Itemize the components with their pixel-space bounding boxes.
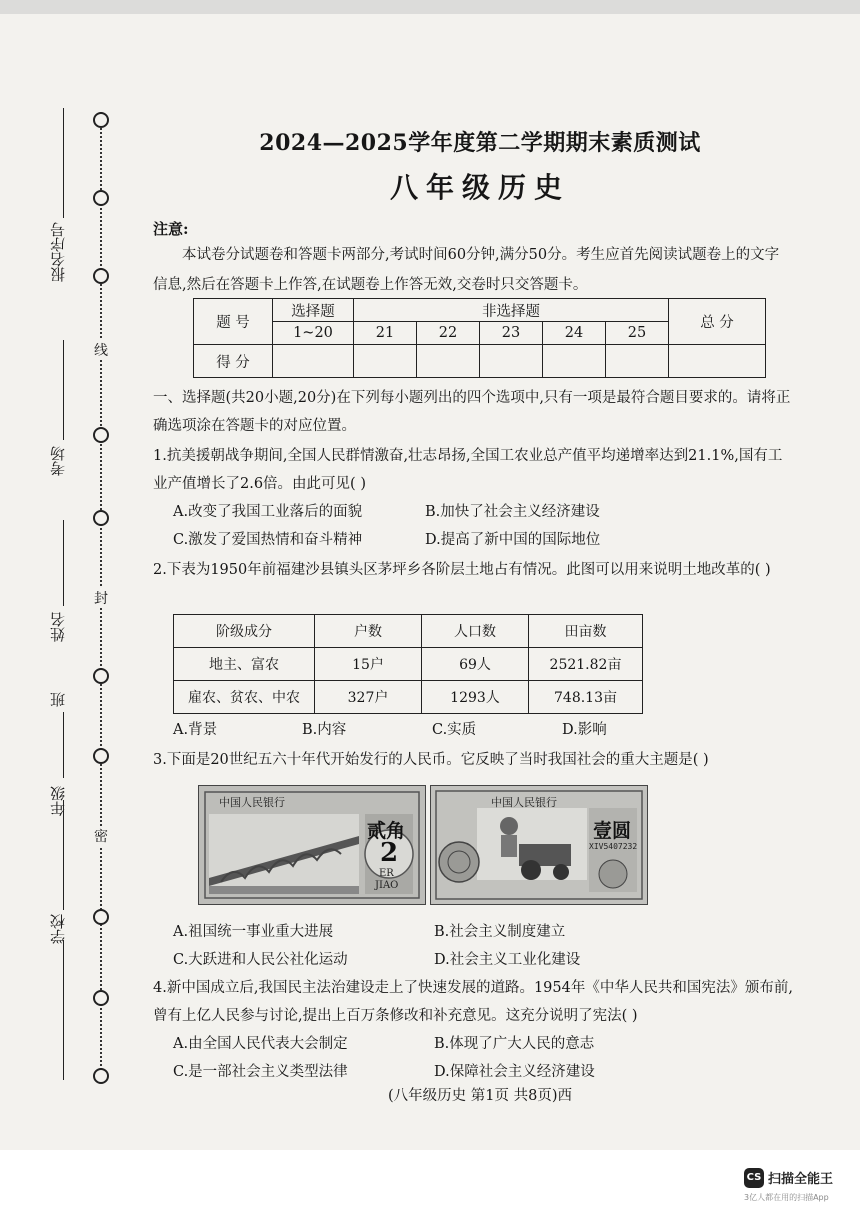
binding-hole-icon xyxy=(93,510,109,526)
q2-option-c: C.实质 xyxy=(432,722,477,738)
fill-line-name xyxy=(63,520,64,606)
label-school: 学校 xyxy=(49,914,67,944)
note1-latin-1: ER xyxy=(379,868,394,879)
q4-option-b: B.体现了广大人民的意志 xyxy=(434,1036,595,1052)
table-header-cell: 户数 xyxy=(315,615,422,648)
fill-line-exam-room xyxy=(63,340,64,440)
table-cell: 雇农、贫农、中农 xyxy=(174,681,315,714)
notice-text: 本试卷分试题卷和答题卡两部分,考试时间60分钟,满分50分。考生应首先阅读试题卷上的文字信息,然后在答题卡上作答,在试题卷上作答无效,交卷时只交答题卡。 xyxy=(153,247,780,293)
binding-hole-icon xyxy=(93,427,109,443)
seal-char-seal: 封 xyxy=(92,588,110,608)
note1-latin-2: JIAO xyxy=(375,880,399,891)
table-cell: 748.13亩 xyxy=(529,681,643,714)
binding-hole-icon xyxy=(93,990,109,1006)
table-cell: 2521.82亩 xyxy=(529,648,643,681)
fill-line-grade xyxy=(63,800,64,910)
q4-option-d: D.保障社会主义经济建设 xyxy=(434,1064,595,1080)
note2-denomination: 壹圆 xyxy=(593,820,632,842)
one-yuan-banknote-image xyxy=(430,785,648,905)
binding-hole-icon xyxy=(93,190,109,206)
label-name: 姓名 xyxy=(49,612,67,642)
q4-option-a: A.由全国人民代表大会制定 xyxy=(173,1036,348,1052)
q2-option-a: A.背景 xyxy=(173,722,218,738)
q2-option-d: D.影响 xyxy=(562,722,607,738)
table-row xyxy=(174,615,643,648)
table-cell: 地主、富农 xyxy=(174,648,315,681)
table-cell: 15户 xyxy=(315,648,422,681)
exam-subject: 八年级历史 xyxy=(389,171,570,204)
note2-serial: XIV5407232 xyxy=(589,842,638,851)
score-cell xyxy=(543,345,606,378)
score-cell xyxy=(417,345,480,378)
table-row xyxy=(174,648,643,681)
table-header-cell: 阶级成分 xyxy=(174,615,315,648)
fill-line-registration xyxy=(63,108,64,218)
q3-option-a: A.祖国统一事业重大进展 xyxy=(173,924,334,940)
table-header-cell: 人口数 xyxy=(422,615,529,648)
score-cell xyxy=(354,345,417,378)
q1-option-c: C.激发了爱国热情和奋斗精神 xyxy=(173,532,363,548)
binding-hole-icon xyxy=(93,668,109,684)
question-3-stem: 3.下面是20世纪五六十年代开始发行的人民币。它反映了当时我国社会的重大主题是( ) xyxy=(153,752,709,768)
note1-bank-name: 中国人民银行 xyxy=(219,796,285,809)
q3-option-d: D.社会主义工业化建设 xyxy=(434,952,581,968)
table-header-cell: 田亩数 xyxy=(529,615,643,648)
label-registration-number: 报名序号 xyxy=(49,222,67,282)
score-cell xyxy=(606,345,669,378)
note1-denomination: 贰角 xyxy=(367,820,406,842)
score-cell xyxy=(669,345,766,378)
question-2-stem: 2.下表为1950年前福建沙县镇头区茅坪乡各阶层土地占有情况。此图可以用来说明土地改革的( ) xyxy=(153,562,771,578)
score-row-label: 题 号 xyxy=(194,299,273,345)
choice-range: 1~20 xyxy=(273,322,354,345)
watermark-app-name: 扫描全能王 xyxy=(768,1172,834,1187)
two-jiao-banknote-image xyxy=(198,785,426,905)
note2-bank-name: 中国人民银行 xyxy=(491,796,557,809)
binding-hole-icon xyxy=(93,268,109,284)
label-class: 班 xyxy=(49,692,67,707)
section-intro: 一、选择题(共20小题,20分)在下列每小题列出的四个选项中,只有一项是最符合题目要求的。请将正确选项涂在答题卡的对应位置。 xyxy=(153,390,791,434)
note1-numeral: 2 xyxy=(380,838,399,868)
q4-option-c: C.是一部社会主义类型法律 xyxy=(173,1064,348,1080)
label-exam-room: 考场 xyxy=(49,446,67,476)
q1-option-a: A.改变了我国工业落后的面貌 xyxy=(173,504,363,520)
question-4-stem: 4.新中国成立后,我国民主法治建设走上了快速发展的道路。1954年《中华人民共和国宪法》颁布前,曾有上亿人民参与讨论,提出上百万条修改和补充意见。这充分说明了宪法( ) xyxy=(153,980,793,1024)
question-1-stem: 1.抗美援朝战争期间,全国人民群情激奋,壮志昂扬,全国工农业总产值平均递增率达到21.1%,国有工业产值增长了2.6倍。由此可见( ) xyxy=(153,448,783,492)
column-24: 24 xyxy=(543,322,606,345)
nonchoice-header: 非选择题 xyxy=(354,299,669,322)
table-cell: 69人 xyxy=(422,648,529,681)
page-footer: (八年级历史 第1页 共8页)西 xyxy=(388,1088,572,1104)
score-table xyxy=(193,298,766,378)
table-row xyxy=(174,681,643,714)
q3-option-c: C.大跃进和人民公社化运动 xyxy=(173,952,348,968)
q3-option-b: B.社会主义制度建立 xyxy=(434,924,566,940)
score-cell xyxy=(480,345,543,378)
label-grade: 年级 xyxy=(49,786,67,816)
binding-hole-icon xyxy=(93,1068,109,1084)
q1-option-d: D.提高了新中国的国际地位 xyxy=(425,532,601,548)
binding-hole-icon xyxy=(93,112,109,128)
column-25: 25 xyxy=(606,322,669,345)
column-22: 22 xyxy=(417,322,480,345)
exam-title: 2024—2025学年度第二学期期末素质测试 xyxy=(259,130,701,156)
score-row-label-2: 得 分 xyxy=(194,345,273,378)
total-header: 总 分 xyxy=(669,299,766,345)
binding-hole-icon xyxy=(93,909,109,925)
scan-top-band xyxy=(0,0,860,14)
q2-option-b: B.内容 xyxy=(302,722,347,738)
notice-label: 注意: xyxy=(153,220,189,238)
choice-header: 选择题 xyxy=(273,299,354,322)
table-cell: 1293人 xyxy=(422,681,529,714)
binding-hole-icon xyxy=(93,748,109,764)
table-cell: 327户 xyxy=(315,681,422,714)
fill-line-school xyxy=(63,940,64,1080)
fill-line-class xyxy=(63,712,64,778)
camscanner-logo-icon: CS xyxy=(744,1168,764,1188)
seal-char-line: 线 xyxy=(92,340,110,360)
column-21: 21 xyxy=(354,322,417,345)
watermark-tagline: 3亿人都在用的扫描App xyxy=(744,1193,829,1202)
seal-char-secret: 密 xyxy=(92,826,110,846)
q1-option-b: B.加快了社会主义经济建设 xyxy=(425,504,600,520)
land-ownership-table xyxy=(173,614,643,714)
column-23: 23 xyxy=(480,322,543,345)
score-cell xyxy=(273,345,354,378)
